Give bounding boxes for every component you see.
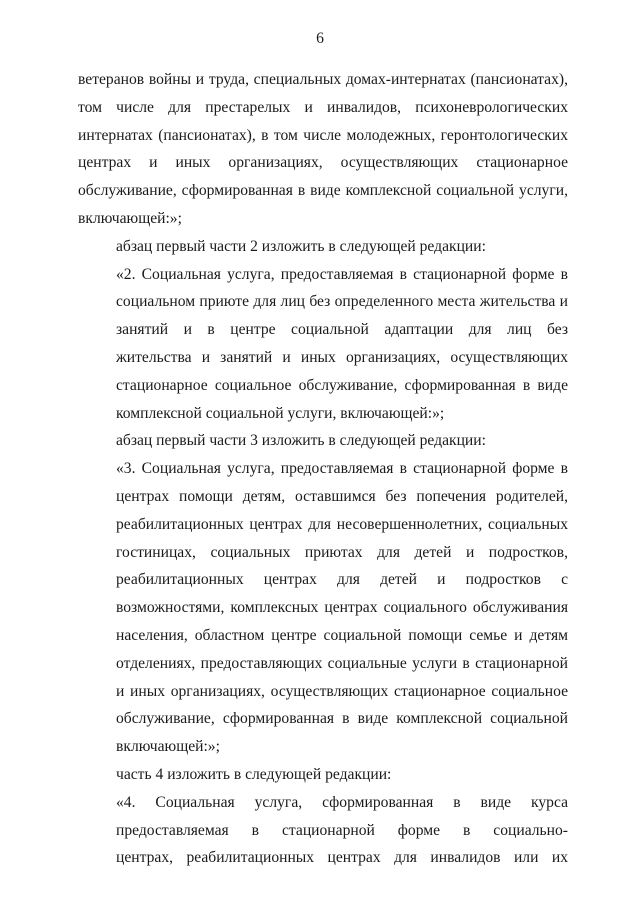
- text-line: реабилитационных центрах для несовершеннолетних, социальных: [116, 515, 568, 533]
- paragraph: [78, 455, 568, 761]
- text-line: стационарное социальное обслуживание, сформированная в виде: [116, 376, 568, 394]
- text-line: гостиницах, социальных приютах для детей и подростков,: [116, 543, 568, 561]
- document-body: [78, 66, 568, 872]
- text-line: занятий и в центре социальной адаптации для лиц без: [116, 321, 568, 339]
- text-line: центрах, реабилитационных центрах для инвалидов или их: [116, 849, 568, 867]
- text-line: включающей:»;: [116, 738, 220, 756]
- paragraph: [78, 789, 568, 872]
- text-line: абзац первый части 3 изложить в следующей редакции:: [116, 432, 486, 450]
- text-line: центрах помощи детям, оставшимся без попечения родителей,: [116, 487, 568, 505]
- text-line: предоставляемая в стационарной форме в социально-: [116, 821, 568, 839]
- text-line: абзац первый части 2 изложить в следующей редакции:: [116, 237, 486, 255]
- paragraph: [78, 233, 568, 261]
- text-line: интернатах (пансионатах), в том числе молодежных, геронтологических: [78, 126, 568, 144]
- paragraph: [78, 261, 568, 428]
- paragraph: [78, 66, 568, 233]
- text-line: обслуживание, сформированная в виде комплексной социальной: [116, 710, 568, 728]
- text-line: «3. Социальная услуга, предоставляемая в стационарной форме в: [116, 460, 568, 478]
- text-line: «4. Социальная услуга, сформированная в виде курса: [116, 793, 568, 811]
- text-line: центрах и иных организациях, осуществляющих стационарное: [78, 154, 568, 172]
- text-line: жительства и занятий и иных организациях, осуществляющих: [116, 348, 568, 366]
- text-line: часть 4 изложить в следующей редакции:: [116, 765, 392, 783]
- text-line: населения, областном центре социальной помощи семье и детям: [116, 626, 568, 644]
- page-number: 6: [316, 30, 324, 47]
- text-line: социальном приюте для лиц без определенного места жительства и: [116, 293, 568, 311]
- text-line: комплексной социальной услуги, включающей:»;: [116, 404, 445, 422]
- text-line: реабилитационных центрах для детей и подростков с: [116, 571, 568, 589]
- text-line: и иных организациях, осуществляющих стационарное социальное: [116, 682, 568, 700]
- text-line: ветеранов войны и труда, специальных домах-интернатах (пансионатах),: [78, 71, 568, 88]
- text-line: «2. Социальная услуга, предоставляемая в стационарной форме в: [116, 265, 568, 283]
- text-line: включающей:»;: [78, 209, 182, 227]
- text-line: отделениях, предоставляющих социальные услуги в стационарной: [116, 654, 568, 672]
- text-line: том числе для престарелых и инвалидов, психоневрологических: [78, 98, 568, 116]
- text-line: обслуживание, сформированная в виде комплексной социальной услуги,: [78, 182, 568, 200]
- paragraph: [78, 427, 568, 455]
- paragraph: [78, 761, 568, 789]
- text-line: возможностями, комплексных центрах социального обслуживания: [116, 599, 568, 617]
